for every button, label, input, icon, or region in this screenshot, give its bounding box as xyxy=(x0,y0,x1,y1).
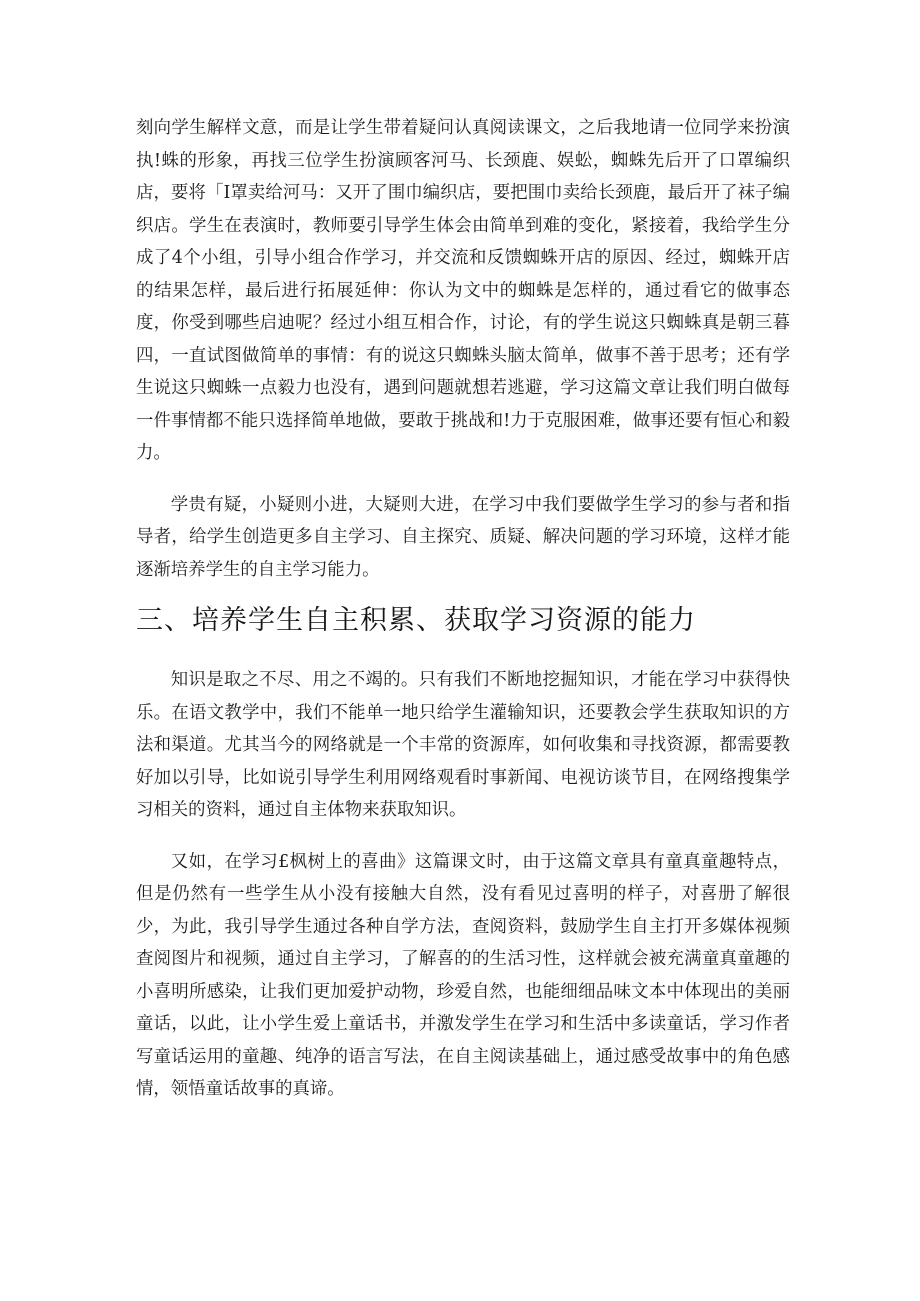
paragraph-continued: 刻向学生解样文意，而是让学生带着疑问认真阅读课文，之后我地请一位同学来扮演执!蛛的形象，再找三位学生扮演顾客河马、长颈鹿、娱蚣，蜘蛛先后开了口罩编织店，要将「I罩卖给河马：又开了围巾编织店，要把围巾卖给长颈鹿，最后开了袜子编织店。学生在表演时，教师要引导学生体会由简单到难的变化，紧接着，我给学生分成了4个小组，引导小组合作学习，并交流和反馈蜘蛛开店的原因、经过，蜘蛛开店的结果怎样，最后进行拓展延伸：你认为文中的蜘蛛是怎样的，通过看它的做事态度，你受到哪些启迪呢？经过小组互相合作，讨论，有的学生说这只蜘蛛真是朝三暮四，一直试图做简单的事情：有的说这只蜘蛛头脑太简单，做事不善于思考；还有学生说这只蜘蛛一点毅力也没有，遇到问题就想若逃避，学习这篇文章让我们明白做每一件事情都不能只选择简单地做，要敢于挑战和!力于克服困难，做事还要有恒心和毅力。 xyxy=(136,118,790,463)
paragraph-knowledge: 知识是取之不尽、用之不竭的。只有我们不断地挖掘知识，才能在学习中获得快乐。在语文教学中，我们不能单一地只给学生灌输知识，还要教会学生获取知识的方法和渠道。尤其当今的网络就是一个丰常的资源库，如何收集和寻找资源，都需要教好加以引导，比如说引导学生利用网络观看时事新闻、电视访谈节目，在网络搜集学习相关的资料，通过自主体物来获取知识。 xyxy=(136,670,790,820)
section-heading: 三、培养学生自主积累、获取学习资源的能力 xyxy=(136,605,696,636)
paragraph-questioning: 学贵有疑，小疑则小进，大疑则大进，在学习中我们要做学生学习的参与者和指导者，给学生创造更多自主学习、自主探究、质疑、解决问题的学习环境，这样才能逐渐培养学生的自主学习能力。 xyxy=(136,494,790,580)
document-body xyxy=(136,112,790,1106)
paragraph-example: 又如，在学习£枫树上的喜曲》这篇课文时，由于这篇文章具有童真童趣特点，但是仍然有一些学生从小没有接触大自然，没有看见过喜明的样子，对喜册了解很少，为此，我引导学生通过各种自学方法，查阅资料，鼓励学生自主打开多媒体视频查阅图片和视频，通过自主学习，了解喜的的生活习性，这样就会被充满童真童趣的小喜明所感染，让我们更加爱护动物，珍爱自然，也能细细品味文本中体现出的美丽童话，以此，让小学生爱上童话书，并激发学生在学习和生活中多读童话，学习作者写童话运用的童趣、纯净的语言写法，在自主阅读基础上，通过感受故事中的角色感情，领悟童话故事的真谛。 xyxy=(136,851,790,1099)
